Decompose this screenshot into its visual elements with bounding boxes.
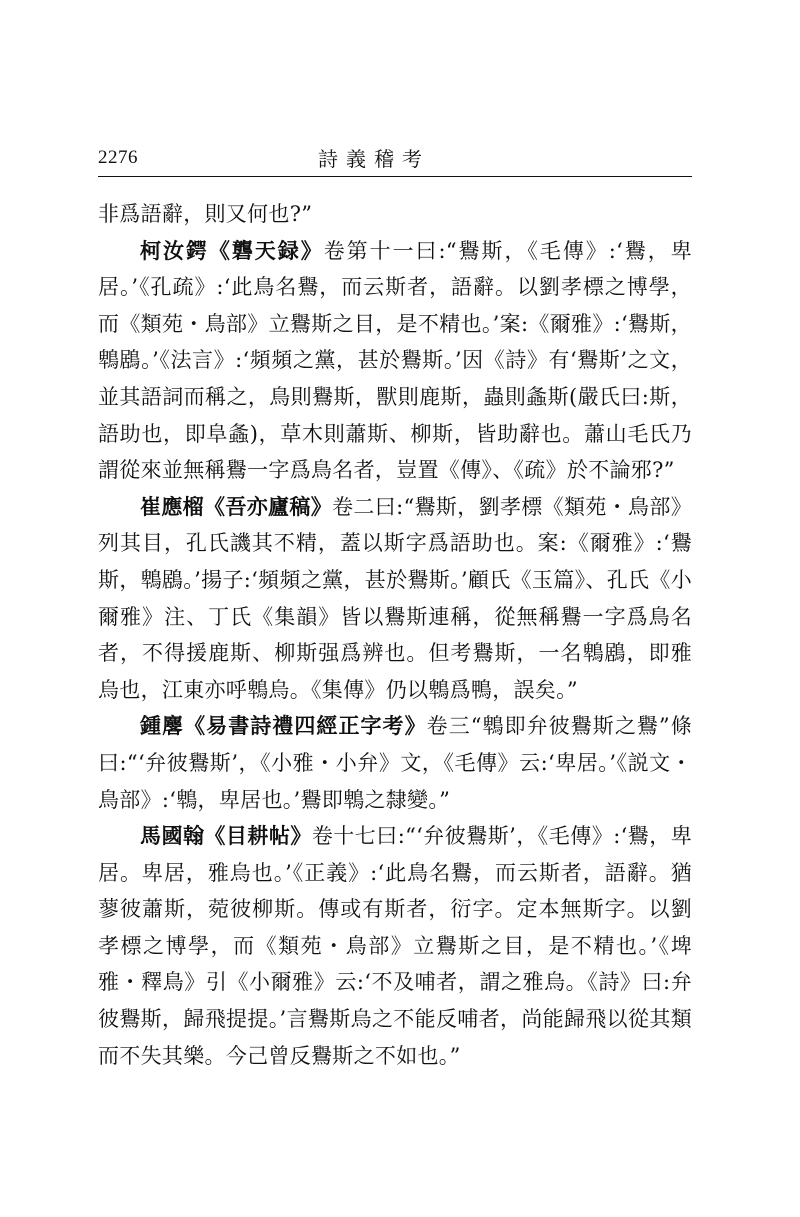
cited-work: 柯汝鍔《礱天録》 [140, 237, 324, 263]
running-title: 詩義稽考 [318, 147, 430, 171]
paragraph-ma-guohan [98, 818, 692, 1074]
page-number: 2276 [98, 147, 138, 168]
body-text [98, 196, 692, 1074]
page-header [98, 143, 692, 177]
cited-work: 鍾麐《易書詩禮四經正字考》 [140, 713, 427, 739]
paragraph-continuation [98, 196, 692, 233]
paragraph-text: 卷第十一曰:“鸒斯，《毛傳》:‘鸒，卑居。’《孔疏》:‘此鳥名鸒，而云斯者，語辭。以劉孝標之博學，而《類苑・鳥部》立鸒斯之目，是不精也。’案:《爾雅》:‘鸒斯，鵯鶋。’《法言》:‘頻頻之黨，甚於鸒斯。’因《詩》有‘鸒斯’之文，並其語詞而稱之，鳥則鸒斯，獸則鹿斯，蟲則螽斯(嚴氏曰:斯，語助也，即阜螽)，草木則蕭斯、柳斯，皆助辭也。蕭山毛氏乃謂從來並無稱鸒一字爲鳥名者，豈置《傳》、《疏》於不論邪?” [98, 238, 692, 483]
paragraph-text: 非爲語辭，則又何也?” [98, 202, 313, 226]
paragraph-text: 卷十七曰:“‘弁彼鸒斯’，《毛傳》:‘鸒，卑居。卑居，雅烏也。’《正義》:‘此鳥名鸒，而云斯者，語辭。猶蓼彼蕭斯，菀彼柳斯。傳或有斯者，衍字。定本無斯字。以劉孝標之博學，而《類苑・鳥部》立鸒斯之目，是不精也。’《埤雅・釋鳥》引《小爾雅》云:‘不及哺者，謂之雅烏。《詩》曰:弁彼鸒斯，歸飛提提。’言鸒斯烏之不能反哺者，尚能歸飛以從其類而不失其樂。今己曾反鸒斯之不如也。” [98, 824, 692, 1068]
paragraph-text: 卷二曰:“鸒斯，劉孝標《類苑・鳥部》列其目，孔氏譏其不精，蓋以斯字爲語助也。案:《爾雅》:‘鸒斯，鵯鶋。’揚子:‘頻頻之黨，甚於鸒斯。’顧氏《玉篇》、孔氏《小爾雅》注、丁氏《集韻》皆以鸒斯連稱，從無稱鸒一字爲鳥名者，不得援鹿斯、柳斯强爲辨也。但考鸒斯，一名鵯鶋，即雅烏也，江東亦呼鵯烏。《集傳》仍以鵯爲鴨，誤矣。” [98, 494, 692, 702]
cited-work: 崔應榴《吾亦廬稿》 [140, 493, 333, 519]
paragraph-cui-yingliu [98, 489, 692, 709]
paragraph-zhong-lin [98, 708, 692, 818]
paragraph-text: 卷三“鵯即弁彼鸒斯之鸒”條曰:“‘弁彼鸒斯’，《小雅・小弁》文，《毛傳》云:‘卑居。’《説文・鳥部》:‘鵯，卑居也。’鸒即鵯之隸變。” [98, 714, 692, 812]
cited-work: 馬國翰《目耕帖》 [140, 823, 312, 849]
paragraph-ke-rue [98, 233, 692, 489]
header-rule [98, 176, 692, 177]
